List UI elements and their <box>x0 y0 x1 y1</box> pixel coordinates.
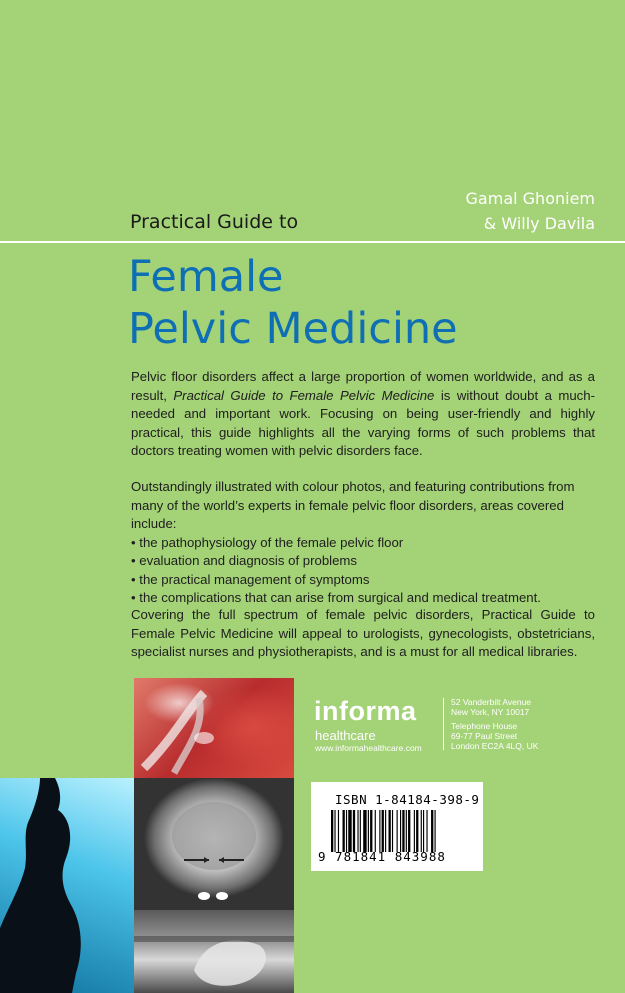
barcode-bar <box>382 810 384 852</box>
address-line: London EC2A 4LQ, UK <box>451 741 539 751</box>
barcode-bar <box>421 810 422 852</box>
barcode-bar <box>397 810 398 852</box>
book-title <box>128 251 458 355</box>
barcode-bar <box>334 810 335 852</box>
p1-text-before: Pelvic floor disorders affect a large proportion of women worldwide, and as a result, <box>131 369 595 403</box>
p2-intro: Outstandingly illustrated with colour photos, and featuring contributions from many of the world’s experts in female pelvic floor disorders, areas covered include: <box>131 479 575 531</box>
barcode-bar <box>435 810 436 852</box>
barcode-number: 9 781841 843988 <box>318 849 446 864</box>
barcode-bar <box>353 810 355 852</box>
barcode-bar <box>357 810 358 852</box>
publisher-website[interactable]: www.informahealthcare.com <box>315 743 422 753</box>
isbn-barcode <box>311 782 483 871</box>
barcode-bar <box>375 810 376 852</box>
title-line-1: Female <box>128 252 284 302</box>
barcode-bar <box>406 810 407 852</box>
list-item: • the complications that can arise from surgical and medical treatment. <box>131 590 541 605</box>
barcode-bar <box>346 810 347 852</box>
book-subtitle: Practical Guide to <box>130 211 299 233</box>
female-silhouette <box>0 778 134 993</box>
barcode-bar <box>392 810 393 852</box>
barcode-bar <box>423 810 424 852</box>
barcode-bars <box>331 810 471 852</box>
author-line-1: Gamal Ghoniem <box>465 189 595 208</box>
silhouette-photo <box>0 778 134 993</box>
barcode-bar <box>331 810 333 852</box>
description-paragraph-2 <box>131 478 595 608</box>
publisher-division: healthcare <box>315 728 376 743</box>
address-line: Telephone House <box>451 721 518 731</box>
barcode-bar <box>426 810 427 852</box>
list-item: • the practical management of symptoms <box>131 571 370 587</box>
barcode-bar <box>343 810 345 852</box>
endoscopy-photo <box>134 678 294 778</box>
barcode-bar <box>385 810 386 852</box>
fluoroscopy-illustration <box>134 910 294 993</box>
author-line-2: & Willy Davila <box>483 214 595 233</box>
barcode-bar <box>408 810 410 852</box>
description-paragraph-1 <box>131 368 595 461</box>
topics-list <box>131 534 595 608</box>
fluoroscopy-photo <box>134 910 294 993</box>
title-line-2: Pelvic Medicine <box>128 304 458 354</box>
barcode-bar <box>368 810 369 852</box>
barcode-bar <box>348 810 351 852</box>
barcode-bar <box>402 810 404 852</box>
barcode-bar <box>360 810 361 852</box>
divider-rule <box>0 241 625 243</box>
xray-illustration <box>134 778 294 910</box>
publisher-logo: informa <box>314 696 417 726</box>
description-paragraph-3: Covering the full spectrum of female pelvic disorders, Practical Guide to Female Pelvic Medicine will appeal to urologists, gynecologists, obstetricians, specialist nurses and physiotherapists, and is a must for all medical libraries. <box>131 607 595 659</box>
barcode-bar <box>389 810 391 852</box>
authors <box>466 186 595 236</box>
p1-book-title-italic: Practical Guide to Female Pelvic Medicine <box>173 387 435 403</box>
address-line: 69-77 Paul Street <box>451 731 518 741</box>
list-item: • evaluation and diagnosis of problems <box>131 553 358 568</box>
isbn-label: ISBN 1-84184-398-9 <box>335 792 480 807</box>
barcode-bar <box>370 810 372 852</box>
barcode-bar <box>338 810 339 852</box>
barcode-bar <box>431 810 433 852</box>
list-item: • the pathophysiology of the female pelvic floor <box>131 534 404 550</box>
xray-photo <box>134 778 294 910</box>
address-new-york <box>451 697 531 717</box>
barcode-bar <box>400 810 401 852</box>
p1-text-after: is without doubt a much-needed and important work. Focusing on being user-friendly and highly practical, this guide highlights all the varying forms of such problems that doctors treating women with pelvic disorders face. <box>131 387 596 458</box>
endoscopy-illustration <box>134 678 294 778</box>
barcode-bar <box>416 810 418 852</box>
publisher-divider <box>443 698 444 750</box>
address-london <box>451 721 538 751</box>
barcode-bar <box>379 810 380 852</box>
address-line: 52 Vanderbilt Avenue <box>451 697 532 707</box>
barcode-bar <box>414 810 415 852</box>
address-line: New York, NY 10017 <box>451 707 530 717</box>
barcode-bar <box>363 810 366 852</box>
